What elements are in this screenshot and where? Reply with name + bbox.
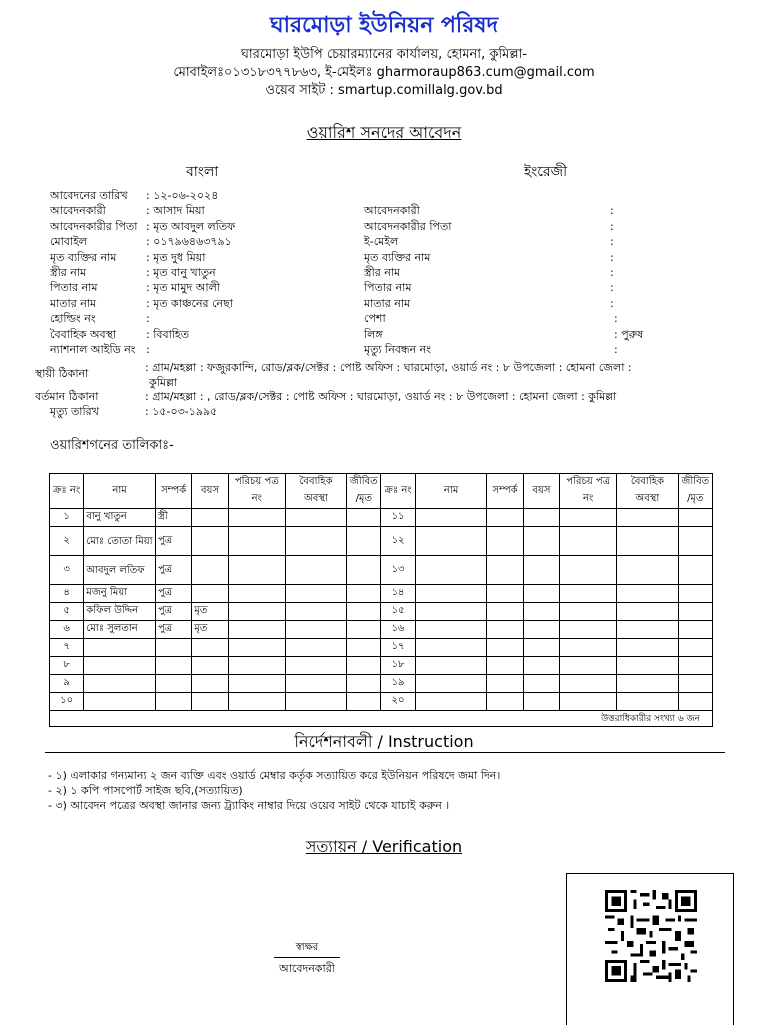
signature-label: স্বাক্ষর xyxy=(274,940,340,958)
instruction-item: - ২) ১ কপি পাসপোর্ট সাইজ ছবি,(সত্যায়িত) xyxy=(48,784,243,797)
cell-alive xyxy=(678,675,712,693)
instruction-item: - ১) এলাকার গন্যমান্য ২ জন ব্যক্তি এবং ওয়ার্ড মেম্বার কর্তৃক সত্যায়িত করে ইউনিয়ন পরিষদে জমা দিন। xyxy=(48,769,501,782)
cell-alive xyxy=(678,639,712,657)
table-row xyxy=(50,675,713,693)
cell-serial: ১০ xyxy=(50,693,84,711)
cell-serial: ১৬ xyxy=(381,621,415,639)
cell-marital xyxy=(285,675,346,693)
cell-name xyxy=(415,509,487,527)
cell-serial: ১৭ xyxy=(381,639,415,657)
signature-role: আবেদনকারী xyxy=(279,962,335,975)
cell-alive xyxy=(678,603,712,621)
field-label: মৃত ব্যক্তির নাম xyxy=(50,250,117,264)
cell-nid xyxy=(560,585,617,603)
field-value: : xyxy=(610,281,614,295)
cell-age xyxy=(192,675,228,693)
cell-relation: পুত্র xyxy=(155,527,191,556)
col-marital: বৈবাহিক অবস্থা xyxy=(285,474,346,509)
field-value: : xyxy=(146,312,150,326)
cell-marital xyxy=(617,675,678,693)
cell-age xyxy=(192,585,228,603)
permanent-address xyxy=(35,360,632,391)
cell-nid xyxy=(560,621,617,639)
cell-name xyxy=(415,603,487,621)
field-value: : মৃত বানু খাতুন xyxy=(146,266,216,280)
cell-alive xyxy=(347,675,381,693)
heirs-title: ওয়ারিশগনের তালিকাঃ- xyxy=(50,438,174,453)
instruction-item: - ৩) আবেদন পত্রের অবস্থা জানার জন্য ট্র্যাকিং নাম্বার দিয়ে ওয়েব সাইট থেকে যাচাই করুন । xyxy=(48,799,450,812)
field-row xyxy=(50,265,235,280)
cell-alive xyxy=(347,527,381,556)
cell-serial: ১১ xyxy=(381,509,415,527)
field-label: বৈবাহিক অবস্থা xyxy=(50,327,117,341)
cell-serial: ১৫ xyxy=(381,603,415,621)
field-value: : বিবাহিত xyxy=(146,327,189,341)
cell-marital xyxy=(617,603,678,621)
cell-nid xyxy=(560,675,617,693)
field-row xyxy=(50,219,235,234)
cell-age xyxy=(523,675,559,693)
field-value: : ০১৭৯৬৪৬৩৭৯১ xyxy=(146,235,232,249)
cell-age: মৃত xyxy=(192,603,228,621)
cell-age: মৃত xyxy=(192,621,228,639)
field-row xyxy=(364,342,643,357)
cell-alive xyxy=(678,621,712,639)
field-label: ন্যাশনাল আইডি নং xyxy=(50,343,136,357)
death-date xyxy=(50,404,217,419)
field-row xyxy=(364,250,643,265)
cell-age xyxy=(523,603,559,621)
col-nid: পরিচয় পত্র নং xyxy=(560,474,617,509)
cell-name xyxy=(415,556,487,585)
cell-nid xyxy=(228,621,285,639)
heirs-count-row xyxy=(50,711,713,727)
cell-relation xyxy=(487,639,523,657)
cell-serial: ১৯ xyxy=(381,675,415,693)
cell-relation xyxy=(487,693,523,711)
cell-relation xyxy=(487,527,523,556)
field-label: পিতার নাম xyxy=(50,281,98,295)
cell-alive xyxy=(347,621,381,639)
cell-serial: ৪ xyxy=(50,585,84,603)
signature-block xyxy=(274,940,340,979)
cell-serial: ৭ xyxy=(50,639,84,657)
qr-code-frame xyxy=(566,873,734,1025)
field-row xyxy=(364,296,643,311)
cell-serial: ৯ xyxy=(50,675,84,693)
bangla-column-heading: বাংলা xyxy=(186,164,219,180)
field-label: স্ত্রীর নাম xyxy=(364,266,401,280)
cell-nid xyxy=(228,693,285,711)
cell-nid xyxy=(560,657,617,675)
cell-name: মজনু মিয়া xyxy=(84,585,156,603)
cell-name xyxy=(84,639,156,657)
cell-age xyxy=(523,657,559,675)
field-row xyxy=(364,219,643,234)
cell-marital xyxy=(285,693,346,711)
field-label: আবেদনের তারিখ xyxy=(50,189,128,202)
field-value: : মৃত মামুদ আলী xyxy=(146,281,220,295)
field-value: : xyxy=(610,296,614,310)
field-row xyxy=(50,327,235,342)
permanent-address-line2: কুমিল্লা xyxy=(149,376,177,390)
cell-marital xyxy=(285,657,346,675)
instruction-list xyxy=(48,768,500,813)
field-row xyxy=(50,234,235,249)
field-row xyxy=(50,250,235,265)
cell-alive xyxy=(678,509,712,527)
cell-alive xyxy=(347,603,381,621)
field-label: লিঙ্গ xyxy=(364,327,383,341)
cell-nid xyxy=(560,603,617,621)
cell-age xyxy=(523,556,559,585)
cell-name: কফিল উদ্দিন xyxy=(84,603,156,621)
permanent-address-label: স্থায়ী ঠিকানা xyxy=(35,367,89,380)
field-value: : xyxy=(610,250,614,264)
cell-name: মোঃ সুলতান xyxy=(84,621,156,639)
cell-relation xyxy=(487,585,523,603)
cell-relation xyxy=(155,675,191,693)
cell-age xyxy=(523,509,559,527)
cell-serial: ৫ xyxy=(50,603,84,621)
field-label: ই-মেইল xyxy=(364,235,399,249)
cell-alive xyxy=(347,657,381,675)
cell-alive xyxy=(347,639,381,657)
cell-nid xyxy=(560,556,617,585)
cell-name xyxy=(415,585,487,603)
cell-alive xyxy=(347,693,381,711)
cell-nid xyxy=(228,657,285,675)
field-row xyxy=(364,280,643,295)
table-row xyxy=(50,639,713,657)
cell-age xyxy=(192,527,228,556)
cell-name xyxy=(415,675,487,693)
present-address xyxy=(35,389,616,404)
cell-marital xyxy=(285,509,346,527)
field-row xyxy=(50,296,235,311)
cell-relation xyxy=(155,693,191,711)
cell-nid xyxy=(228,585,285,603)
cell-name xyxy=(415,693,487,711)
table-row xyxy=(50,621,713,639)
heirs-header-row xyxy=(50,474,713,509)
cell-serial: ২০ xyxy=(381,693,415,711)
cell-alive xyxy=(347,585,381,603)
cell-marital xyxy=(617,509,678,527)
cell-nid xyxy=(228,527,285,556)
field-label: আবেদনকারী xyxy=(364,204,420,218)
col-age: বয়স xyxy=(523,474,559,509)
cell-alive xyxy=(678,693,712,711)
field-label: মৃত্যু নিবন্ধন নং xyxy=(364,343,431,357)
col-nid: পরিচয় পত্র নং xyxy=(228,474,285,509)
cell-age xyxy=(192,509,228,527)
office-line: ঘারমোড়া ইউপি চেয়ারম্যানের কার্যালয়, হোমনা, কুমিল্লা- xyxy=(240,47,528,62)
cell-name xyxy=(84,675,156,693)
heirs-table xyxy=(49,473,713,727)
present-address-label: বর্তমান ঠিকানা xyxy=(35,390,99,403)
table-row xyxy=(50,603,713,621)
cell-marital xyxy=(617,639,678,657)
cell-serial: ১ xyxy=(50,509,84,527)
field-value: : ১২-০৬-২০২৪ xyxy=(146,189,219,202)
cell-name xyxy=(415,527,487,556)
field-label: পেশা xyxy=(364,312,386,326)
field-label: মৃত ব্যক্তির নাম xyxy=(364,250,431,264)
cell-name xyxy=(84,657,156,675)
heirs-count: উত্তরাধিকারীর সংখ্যা ৬ জন xyxy=(50,711,713,727)
cell-marital xyxy=(285,603,346,621)
field-value: : xyxy=(610,235,614,249)
cell-nid xyxy=(560,509,617,527)
death-date-label: মৃত্যু তারিখ xyxy=(50,405,99,418)
website-line: ওয়েব সাইট : smartup.comillalg.gov.bd xyxy=(265,83,503,98)
cell-alive xyxy=(678,657,712,675)
field-label: আবেদনকারীর পিতা xyxy=(364,219,452,233)
field-value: : xyxy=(614,343,618,357)
verification-title: সত্যায়ন / Verification xyxy=(305,837,463,856)
col-relation: সম্পর্ক xyxy=(487,474,523,509)
cell-marital xyxy=(617,621,678,639)
cell-alive xyxy=(678,585,712,603)
cell-age xyxy=(192,556,228,585)
field-row xyxy=(364,311,643,326)
col-name: নাম xyxy=(84,474,156,509)
field-row xyxy=(364,203,643,218)
col-serial: ক্রঃ নং xyxy=(50,474,84,509)
field-label: স্ত্রীর নাম xyxy=(50,266,87,280)
col-name: নাম xyxy=(415,474,487,509)
field-label: আবেদনকারীর পিতা xyxy=(50,219,138,233)
cell-alive xyxy=(347,556,381,585)
field-value: : মৃত দুধ মিয়া xyxy=(146,250,206,264)
table-row xyxy=(50,556,713,585)
cell-age xyxy=(523,693,559,711)
field-label: হোল্ডিং নং xyxy=(50,312,96,326)
field-value: : xyxy=(614,312,618,326)
cell-age xyxy=(523,585,559,603)
field-value: : মৃত কাঞ্চনের নেছা xyxy=(146,296,233,310)
cell-relation xyxy=(487,556,523,585)
cell-nid xyxy=(560,527,617,556)
cell-nid xyxy=(228,603,285,621)
cell-relation xyxy=(155,639,191,657)
field-label: মাতার নাম xyxy=(364,296,411,310)
cell-relation xyxy=(487,603,523,621)
cell-name xyxy=(84,693,156,711)
field-row xyxy=(50,188,235,203)
cell-nid xyxy=(560,693,617,711)
col-serial: ক্রঃ নং xyxy=(381,474,415,509)
cell-serial: ৬ xyxy=(50,621,84,639)
cell-name: বানু খাতুন xyxy=(84,509,156,527)
cell-marital xyxy=(285,585,346,603)
cell-relation: পুত্র xyxy=(155,603,191,621)
col-relation: সম্পর্ক xyxy=(155,474,191,509)
cell-nid xyxy=(228,556,285,585)
field-value: : xyxy=(146,343,150,357)
union-name: ঘারমোড়া ইউনিয়ন পরিষদ xyxy=(269,13,499,38)
cell-marital xyxy=(285,556,346,585)
field-value: : আসাদ মিয়া xyxy=(146,204,205,218)
bangla-fields xyxy=(50,188,235,357)
cell-age xyxy=(523,621,559,639)
field-row xyxy=(364,265,643,280)
cell-relation xyxy=(487,509,523,527)
cell-name: আবদুল লতিফ xyxy=(84,556,156,585)
table-row xyxy=(50,527,713,556)
instruction-divider xyxy=(45,752,725,753)
field-row xyxy=(50,342,235,357)
col-age: বয়স xyxy=(192,474,228,509)
table-row xyxy=(50,657,713,675)
contact-line: মোবাইলঃ০১৩১৮৩৭৭৮৬৩, ই-মেইলঃ gharmoraup863.cum@gmail.com xyxy=(173,65,595,80)
col-alive: জীবিত /মৃত xyxy=(678,474,712,509)
col-alive: জীবিত /মৃত xyxy=(347,474,381,509)
cell-marital xyxy=(285,621,346,639)
cell-relation: পুত্র xyxy=(155,585,191,603)
cell-alive xyxy=(678,556,712,585)
field-row xyxy=(50,311,235,326)
field-row xyxy=(50,203,235,218)
cell-alive xyxy=(347,509,381,527)
cell-nid xyxy=(228,675,285,693)
field-label: আবেদনকারী xyxy=(50,204,106,218)
cell-relation: স্ত্রী xyxy=(155,509,191,527)
cell-serial: ১২ xyxy=(381,527,415,556)
cell-serial: ১৮ xyxy=(381,657,415,675)
cell-serial: ২ xyxy=(50,527,84,556)
cell-relation: পুত্র xyxy=(155,621,191,639)
table-row xyxy=(50,509,713,527)
field-label: মাতার নাম xyxy=(50,296,97,310)
cell-marital xyxy=(617,556,678,585)
field-label: পিতার নাম xyxy=(364,281,412,295)
cell-age xyxy=(523,639,559,657)
cell-relation xyxy=(155,657,191,675)
cell-relation: পুত্র xyxy=(155,556,191,585)
cell-age xyxy=(523,527,559,556)
cell-marital xyxy=(617,527,678,556)
cell-relation xyxy=(487,675,523,693)
table-row xyxy=(50,585,713,603)
cell-nid xyxy=(560,639,617,657)
col-marital: বৈবাহিক অবস্থা xyxy=(617,474,678,509)
cell-name xyxy=(415,621,487,639)
field-label: মোবাইল xyxy=(50,235,87,249)
cell-name: মোঃ তোতা মিয়া xyxy=(84,527,156,556)
cell-marital xyxy=(285,527,346,556)
cell-name xyxy=(415,639,487,657)
field-value: : মৃত আবদুল লতিফ xyxy=(146,219,236,233)
permanent-address-line1: : গ্রাম/মহল্লা : ফজুরকান্দি, রোড/ব্লক/সেক্টর : পোষ্ট অফিস : ঘারমোড়া, ওয়ার্ড নং : ৮ উপজেলা : হোমনা জেলা : xyxy=(145,361,632,374)
cell-relation xyxy=(487,621,523,639)
field-row xyxy=(50,280,235,295)
cell-nid xyxy=(228,509,285,527)
field-row xyxy=(364,188,643,203)
field-value: : xyxy=(610,266,614,280)
cell-name xyxy=(415,657,487,675)
present-address-line1: : গ্রাম/মহল্লা : , রোড/ব্লক/সেক্টর : পোষ্ট অফিস : ঘারমোড়া, ওয়ার্ড নং : ৮ উপজেলা : হোমনা জেলা : কুমিল্লা xyxy=(145,390,617,403)
cell-serial: ৮ xyxy=(50,657,84,675)
cell-age xyxy=(192,639,228,657)
field-value: : xyxy=(610,204,614,218)
cell-serial: ১৪ xyxy=(381,585,415,603)
cell-relation xyxy=(487,657,523,675)
field-value: : পুরুষ xyxy=(614,327,644,341)
cell-alive xyxy=(678,527,712,556)
field-row xyxy=(364,234,643,249)
english-column-heading: ইংরেজী xyxy=(524,164,568,180)
cell-nid xyxy=(228,639,285,657)
english-fields xyxy=(364,188,643,357)
field-row xyxy=(364,327,643,342)
cell-age xyxy=(192,693,228,711)
table-row xyxy=(50,693,713,711)
cell-serial: ৩ xyxy=(50,556,84,585)
form-title: ওয়ারিশ সনদের আবেদন xyxy=(306,123,462,142)
cell-marital xyxy=(617,657,678,675)
cell-age xyxy=(192,657,228,675)
cell-serial: ১৩ xyxy=(381,556,415,585)
cell-marital xyxy=(617,693,678,711)
death-date-value: : ১৫-০৩-১৯৯৫ xyxy=(145,405,218,418)
qr-code-icon xyxy=(589,890,713,982)
instruction-title: নির্দেশনাবলী / Instruction xyxy=(294,732,474,751)
field-value: : xyxy=(610,219,614,233)
cell-marital xyxy=(285,639,346,657)
cell-marital xyxy=(617,585,678,603)
